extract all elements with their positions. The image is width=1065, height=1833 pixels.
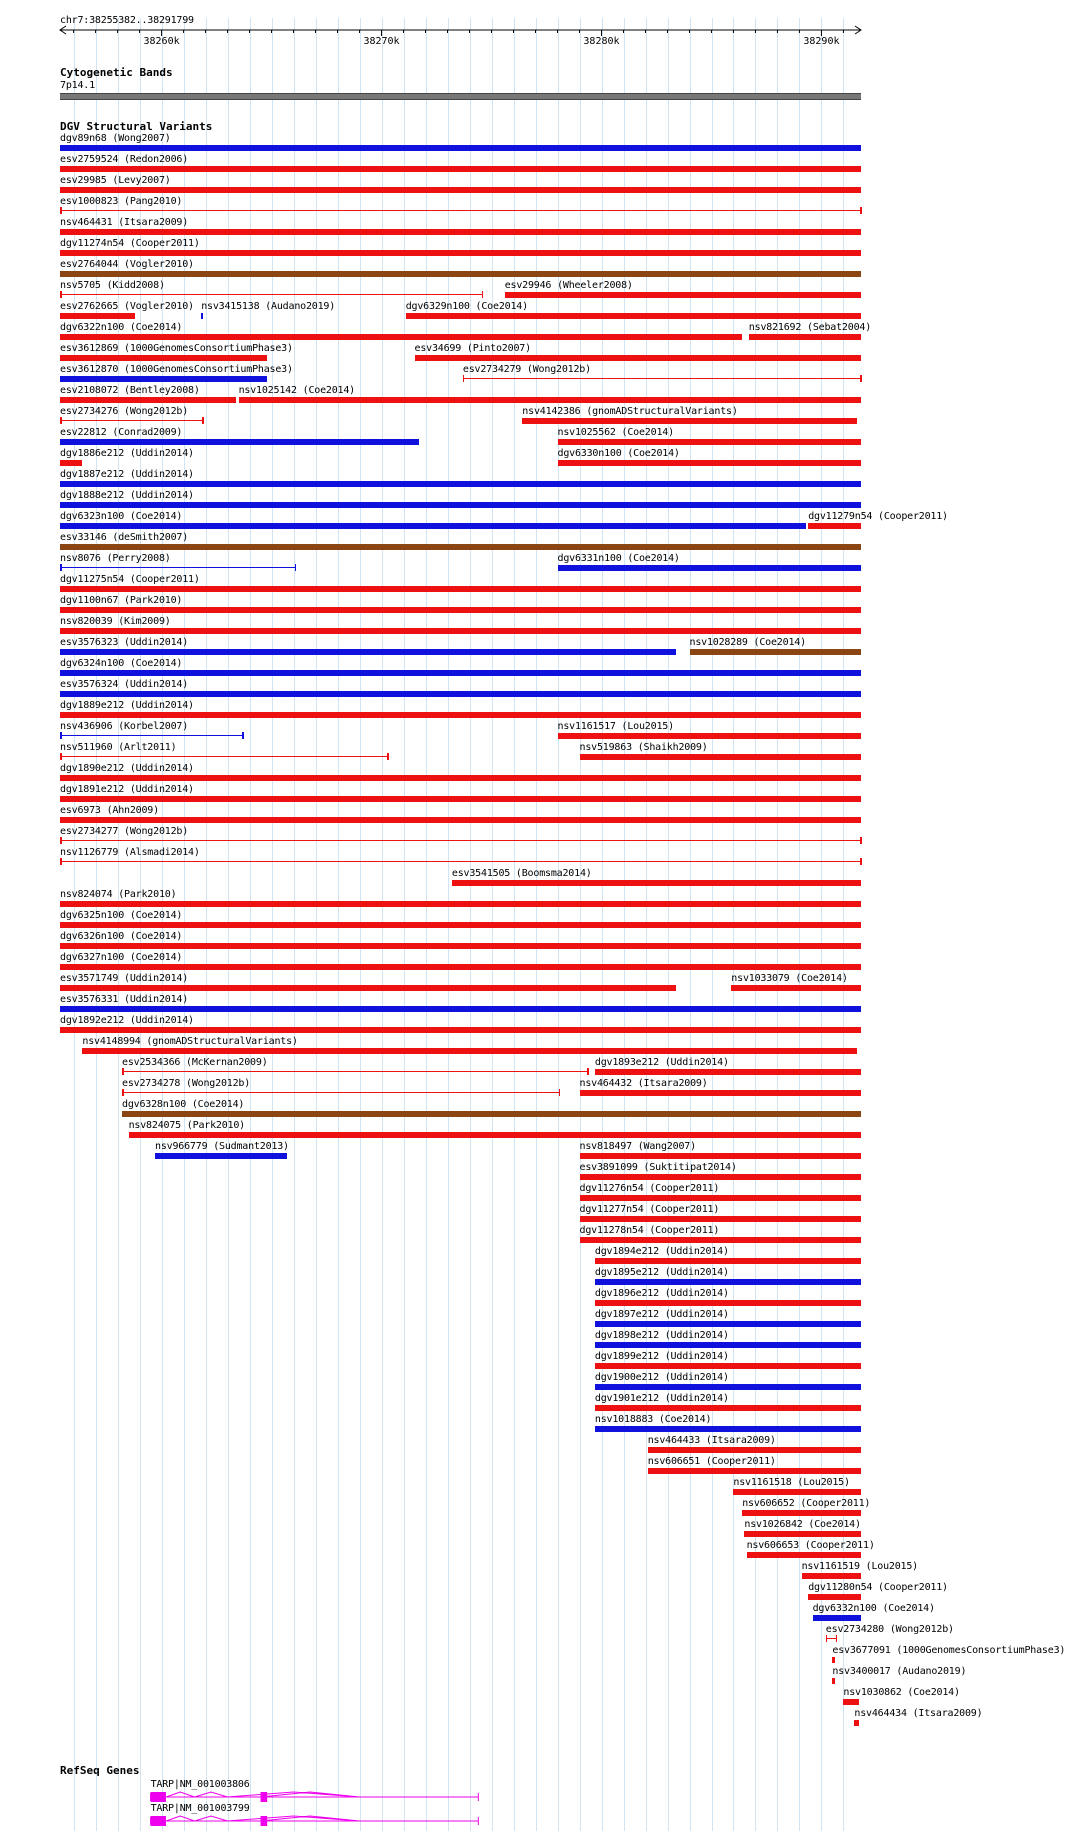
variant-label[interactable]: esv29946 (Wheeler2008): [504, 280, 633, 291]
ruler-tick-label: 38280k: [583, 36, 620, 47]
variant-bar[interactable]: [580, 1195, 862, 1201]
variant-label[interactable]: nsv8076 (Perry2008): [60, 553, 171, 564]
dgv-track-title: DGV Structural Variants: [60, 120, 213, 133]
variant-bar[interactable]: [558, 439, 862, 445]
variant-label[interactable]: dgv1896e212 (Uddin2014): [594, 1288, 729, 1299]
variant-bar[interactable]: [60, 145, 861, 151]
variant-label[interactable]: dgv11278n54 (Cooper2011): [579, 1225, 720, 1236]
variant-label[interactable]: nsv966779 (Sudmant2013): [155, 1141, 289, 1152]
variant-bar[interactable]: [595, 1300, 861, 1306]
variant-label[interactable]: nsv464433 (Itsara2009): [647, 1435, 776, 1446]
variant-label[interactable]: dgv1886e212 (Uddin2014): [60, 448, 194, 459]
variant-label[interactable]: nsv3400017 (Audano2019): [832, 1666, 967, 1677]
variant-bar[interactable]: [60, 271, 861, 277]
variant-bar[interactable]: [747, 1552, 861, 1558]
variant-bar[interactable]: [595, 1258, 861, 1264]
variant-label[interactable]: dgv6324n100 (Coe2014): [60, 658, 183, 669]
variant-bar[interactable]: [82, 1048, 856, 1054]
variant-bar[interactable]: [60, 420, 203, 421]
variant-label[interactable]: dgv6325n100 (Coe2014): [60, 910, 183, 921]
variant-label[interactable]: esv2734278 (Wong2012b): [122, 1078, 251, 1089]
variant-label[interactable]: nsv818497 (Wang2007): [579, 1141, 696, 1152]
gene-exon[interactable]: [151, 1816, 166, 1826]
variant-bar[interactable]: [648, 1447, 861, 1453]
variant-bar[interactable]: [60, 796, 861, 802]
variant-label[interactable]: esv2734280 (Wong2012b): [825, 1624, 954, 1635]
variant-bar[interactable]: [808, 1594, 861, 1600]
variant-label[interactable]: esv2734277 (Wong2012b): [60, 826, 189, 837]
variant-label[interactable]: esv2734276 (Wong2012b): [60, 406, 189, 417]
variant-bar[interactable]: [558, 565, 862, 571]
variant-bar[interactable]: [406, 313, 861, 319]
variant-bar[interactable]: [60, 229, 861, 235]
variant-label[interactable]: nsv436906 (Korbel2007): [60, 721, 189, 732]
variant-label[interactable]: dgv1890e212 (Uddin2014): [60, 763, 194, 774]
variant-bar[interactable]: [580, 1153, 862, 1159]
variant-label[interactable]: dgv1887e212 (Uddin2014): [60, 469, 194, 480]
variant-label[interactable]: dgv89n68 (Wong2007): [60, 133, 171, 144]
variant-label[interactable]: esv3576324 (Uddin2014): [60, 679, 189, 690]
variant-bar[interactable]: [826, 1638, 837, 1639]
variant-label[interactable]: dgv11279n54 (Cooper2011): [808, 511, 948, 522]
variant-label[interactable]: esv3891099 (Suktitipat2014): [579, 1162, 737, 1173]
variant-label[interactable]: nsv1030862 (Coe2014): [843, 1687, 960, 1698]
variant-bar[interactable]: [155, 1153, 287, 1159]
variant-bar[interactable]: [595, 1363, 861, 1369]
variant-label[interactable]: nsv1025142 (Coe2014): [238, 385, 356, 396]
variant-bar[interactable]: [463, 378, 861, 379]
variant-bar[interactable]: [60, 460, 82, 466]
variant-bar[interactable]: [60, 901, 861, 907]
variant-label[interactable]: nsv606652 (Cooper2011): [742, 1498, 871, 1509]
cytoband-bar[interactable]: [60, 93, 861, 100]
variant-bar[interactable]: [558, 460, 862, 466]
variant-label[interactable]: nsv1018883 (Coe2014): [594, 1414, 712, 1425]
variant-bar[interactable]: [60, 250, 861, 256]
variant-bar[interactable]: [122, 1111, 861, 1117]
variant-label[interactable]: dgv6330n100 (Coe2014): [557, 448, 680, 459]
variant-label[interactable]: nsv1161519 (Lou2015): [801, 1561, 919, 1572]
variant-bar[interactable]: [742, 1510, 861, 1516]
variant-label[interactable]: dgv11277n54 (Cooper2011): [579, 1204, 720, 1215]
variant-label[interactable]: nsv1028289 (Coe2014): [689, 637, 806, 648]
variant-label[interactable]: dgv11275n54 (Cooper2011): [60, 574, 200, 585]
variant-label[interactable]: dgv1100n67 (Park2010): [60, 595, 183, 606]
variant-bar[interactable]: [60, 840, 861, 841]
variant-label[interactable]: esv3576331 (Uddin2014): [60, 994, 189, 1005]
variant-label[interactable]: dgv1897e212 (Uddin2014): [594, 1309, 729, 1320]
variant-bar[interactable]: [60, 294, 483, 295]
variant-bar[interactable]: [595, 1321, 861, 1327]
variant-bar[interactable]: [60, 756, 388, 757]
variant-label[interactable]: nsv464432 (Itsara2009): [579, 1078, 708, 1089]
variant-bar[interactable]: [60, 397, 236, 403]
variant-bar[interactable]: [239, 397, 861, 403]
variant-bar[interactable]: [60, 817, 861, 823]
variant-label[interactable]: dgv1893e212 (Uddin2014): [594, 1057, 729, 1068]
variant-label[interactable]: dgv1889e212 (Uddin2014): [60, 700, 194, 711]
variant-bar[interactable]: [843, 1699, 858, 1705]
variant-label[interactable]: nsv4142386 (gnomADStructuralVariants): [522, 406, 738, 417]
variant-label[interactable]: esv2108072 (Bentley2008): [60, 385, 200, 396]
variant-label[interactable]: dgv6332n100 (Coe2014): [812, 1603, 935, 1614]
variant-bar[interactable]: [832, 1678, 834, 1684]
ruler-tick-label: 38270k: [363, 36, 400, 47]
variant-label[interactable]: dgv6327n100 (Coe2014): [60, 952, 183, 963]
variant-bar[interactable]: [415, 355, 862, 361]
variant-label[interactable]: dgv6322n100 (Coe2014): [60, 322, 183, 333]
variant-label[interactable]: esv33146 (deSmith2007): [60, 532, 189, 543]
variant-bar[interactable]: [60, 628, 861, 634]
variant-bar[interactable]: [733, 1489, 861, 1495]
variant-bar[interactable]: [122, 1092, 560, 1093]
gene-exon[interactable]: [261, 1792, 268, 1802]
variant-label[interactable]: dgv1892e212 (Uddin2014): [60, 1015, 194, 1026]
variant-bar[interactable]: [648, 1468, 861, 1474]
variant-bar[interactable]: [558, 733, 862, 739]
variant-bar[interactable]: [60, 166, 861, 172]
variant-bar[interactable]: [60, 943, 861, 949]
variant-label[interactable]: dgv6323n100 (Coe2014): [60, 511, 183, 522]
variant-label[interactable]: dgv11276n54 (Cooper2011): [579, 1183, 720, 1194]
variant-label[interactable]: dgv1891e212 (Uddin2014): [60, 784, 194, 795]
variant-label[interactable]: esv34699 (Pinto2007): [414, 343, 531, 354]
gene-label[interactable]: TARP|NM_001003806: [150, 1779, 250, 1790]
variant-bar[interactable]: [129, 1132, 861, 1138]
variant-label[interactable]: dgv1900e212 (Uddin2014): [594, 1372, 729, 1383]
variant-label[interactable]: nsv1026842 (Coe2014): [744, 1519, 861, 1530]
variant-bar[interactable]: [808, 523, 861, 529]
variant-label[interactable]: esv3612869 (1000GenomesConsortiumPhase3): [60, 343, 293, 354]
variant-label[interactable]: esv22812 (Conrad2009): [60, 427, 183, 438]
scale-ruler[interactable]: [0, 22, 890, 67]
cytoband-label: 7p14.1: [60, 80, 95, 91]
variant-label[interactable]: nsv1161518 (Lou2015): [733, 1477, 850, 1488]
variant-label[interactable]: dgv11280n54 (Cooper2011): [808, 1582, 948, 1593]
variant-bar[interactable]: [60, 355, 267, 361]
gene-model[interactable]: [0, 1813, 890, 1833]
variant-label[interactable]: esv3576323 (Uddin2014): [60, 637, 189, 648]
gene-exon[interactable]: [261, 1816, 268, 1826]
variant-label[interactable]: nsv1161517 (Lou2015): [557, 721, 674, 732]
variant-label[interactable]: nsv511960 (Arlt2011): [60, 742, 177, 753]
variant-bar[interactable]: [731, 985, 861, 991]
variant-label[interactable]: nsv824074 (Park2010): [60, 889, 177, 900]
variant-bar[interactable]: [744, 1531, 861, 1537]
variant-bar[interactable]: [60, 670, 861, 676]
variant-bar[interactable]: [60, 187, 861, 193]
cytoband-track-title: Cytogenetic Bands: [60, 66, 173, 79]
variant-label[interactable]: esv2764044 (Vogler2010): [60, 259, 194, 270]
variant-bar[interactable]: [832, 1657, 834, 1663]
variant-bar[interactable]: [854, 1720, 858, 1726]
variant-label[interactable]: esv2759524 (Redon2006): [60, 154, 189, 165]
variant-label[interactable]: dgv6329n100 (Coe2014): [405, 301, 528, 312]
variant-bar[interactable]: [60, 439, 419, 445]
variant-label[interactable]: esv1000823 (Pang2010): [60, 196, 183, 207]
variant-bar[interactable]: [60, 502, 861, 508]
variant-bar[interactable]: [60, 210, 861, 211]
variant-bar[interactable]: [595, 1279, 861, 1285]
variant-label[interactable]: nsv519863 (Shaikh2009): [579, 742, 708, 753]
variant-label[interactable]: dgv11274n54 (Cooper2011): [60, 238, 200, 249]
variant-label[interactable]: esv6973 (Ahn2009): [60, 805, 159, 816]
variant-bar[interactable]: [60, 481, 861, 487]
variant-bar[interactable]: [60, 586, 861, 592]
variant-label[interactable]: nsv464434 (Itsara2009): [854, 1708, 983, 1719]
ruler-tick-label: 38260k: [143, 36, 180, 47]
variant-bar[interactable]: [580, 1174, 862, 1180]
variant-bar[interactable]: [60, 712, 861, 718]
variant-bar[interactable]: [60, 735, 243, 736]
variant-label[interactable]: esv2534366 (McKernan2009): [122, 1057, 268, 1068]
gene-model[interactable]: [0, 1789, 890, 1809]
variant-label[interactable]: nsv1025562 (Coe2014): [557, 427, 674, 438]
variant-bar[interactable]: [595, 1384, 861, 1390]
variant-label[interactable]: dgv1895e212 (Uddin2014): [594, 1267, 729, 1278]
variant-label[interactable]: dgv1898e212 (Uddin2014): [594, 1330, 729, 1341]
variant-label[interactable]: dgv6326n100 (Coe2014): [60, 931, 183, 942]
variant-bar[interactable]: [505, 292, 861, 298]
variant-bar[interactable]: [522, 418, 856, 424]
variant-bar[interactable]: [60, 775, 861, 781]
variant-label[interactable]: nsv824075 (Park2010): [128, 1120, 246, 1131]
variant-bar[interactable]: [201, 313, 203, 319]
variant-label[interactable]: esv3612870 (1000GenomesConsortiumPhase3): [60, 364, 293, 375]
variant-bar[interactable]: [60, 922, 861, 928]
refseq-track-title: RefSeq Genes: [60, 1764, 140, 1777]
region-label: chr7:38255382..38291799: [60, 15, 194, 26]
variant-bar[interactable]: [60, 567, 296, 568]
variant-bar[interactable]: [60, 313, 135, 319]
variant-label[interactable]: dgv1899e212 (Uddin2014): [594, 1351, 729, 1362]
variant-label[interactable]: esv3677091 (1000GenomesConsortiumPhase3): [832, 1645, 1065, 1656]
variant-bar[interactable]: [690, 649, 862, 655]
variant-bar[interactable]: [452, 880, 861, 886]
variant-label[interactable]: nsv820039 (Kim2009): [60, 616, 171, 627]
variant-bar[interactable]: [122, 1071, 588, 1072]
variant-label[interactable]: nsv606653 (Cooper2011): [746, 1540, 875, 1551]
variant-bar[interactable]: [60, 544, 861, 550]
variant-bar[interactable]: [580, 1090, 862, 1096]
variant-bar[interactable]: [60, 1027, 861, 1033]
variant-label[interactable]: nsv3415138 (Audano2019): [201, 301, 336, 312]
variant-label[interactable]: esv3541505 (Boomsma2014): [451, 868, 592, 879]
variant-bar[interactable]: [595, 1342, 861, 1348]
variant-label[interactable]: nsv821692 (Sebat2004): [748, 322, 872, 333]
variant-bar[interactable]: [580, 1216, 862, 1222]
variant-bar[interactable]: [595, 1426, 861, 1432]
variant-bar[interactable]: [60, 1006, 861, 1012]
variant-bar[interactable]: [580, 754, 862, 760]
variant-label[interactable]: dgv1894e212 (Uddin2014): [594, 1246, 729, 1257]
variant-bar[interactable]: [60, 376, 267, 382]
variant-label[interactable]: esv3571749 (Uddin2014): [60, 973, 189, 984]
gene-exon[interactable]: [151, 1792, 166, 1802]
gene-label[interactable]: TARP|NM_001003799: [150, 1803, 250, 1814]
variant-bar[interactable]: [813, 1615, 861, 1621]
variant-bar[interactable]: [60, 964, 861, 970]
variant-bar[interactable]: [60, 649, 676, 655]
variant-bar[interactable]: [595, 1405, 861, 1411]
variant-label[interactable]: nsv5705 (Kidd2008): [60, 280, 165, 291]
variant-label[interactable]: nsv606651 (Cooper2011): [647, 1456, 776, 1467]
variant-bar[interactable]: [60, 607, 861, 613]
variant-bar[interactable]: [802, 1573, 861, 1579]
variant-label[interactable]: esv2762665 (Vogler2010): [60, 301, 194, 312]
variant-bar[interactable]: [749, 334, 861, 340]
variant-label[interactable]: dgv1888e212 (Uddin2014): [60, 490, 194, 501]
variant-label[interactable]: esv2734279 (Wong2012b): [462, 364, 591, 375]
variant-label[interactable]: nsv464431 (Itsara2009): [60, 217, 189, 228]
variant-label[interactable]: dgv1901e212 (Uddin2014): [594, 1393, 729, 1404]
variant-bar[interactable]: [60, 985, 676, 991]
variant-bar[interactable]: [580, 1237, 862, 1243]
variant-label[interactable]: nsv1033079 (Coe2014): [731, 973, 848, 984]
ruler-tick-label: 38290k: [803, 36, 840, 47]
variant-bar[interactable]: [595, 1069, 861, 1075]
variant-bar[interactable]: [60, 861, 861, 862]
variant-label[interactable]: nsv4148994 (gnomADStructuralVariants): [82, 1036, 298, 1047]
variant-label[interactable]: esv29985 (Levy2007): [60, 175, 171, 186]
variant-label[interactable]: dgv6328n100 (Coe2014): [122, 1099, 245, 1110]
variant-label[interactable]: nsv1126779 (Alsmadi2014): [60, 847, 200, 858]
variant-label[interactable]: dgv6331n100 (Coe2014): [557, 553, 680, 564]
variant-bar[interactable]: [60, 691, 861, 697]
variant-bar[interactable]: [60, 523, 806, 529]
variant-bar[interactable]: [60, 334, 742, 340]
